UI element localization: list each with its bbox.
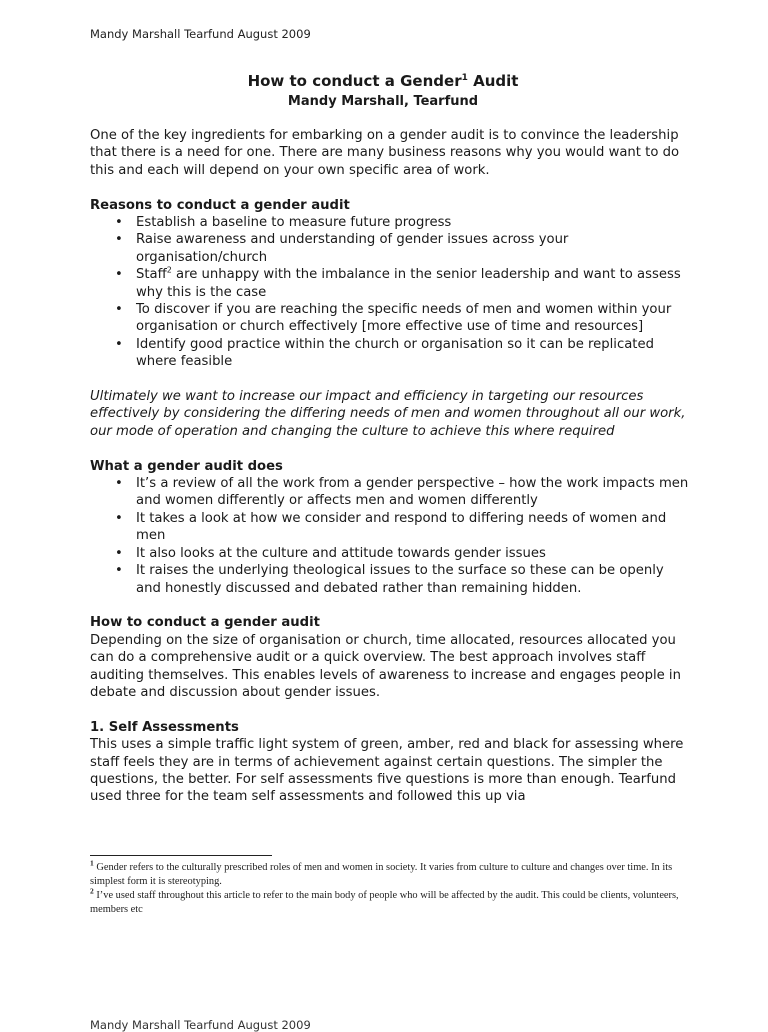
list-item: • It raises the underlying theological issues to the surface so these can be openly and honestly discussed and debated rather than remaining hidden. bbox=[115, 563, 664, 596]
title-footnote-ref[interactable]: 1 bbox=[461, 73, 468, 83]
bullet-icon: • bbox=[115, 232, 123, 248]
footnotes bbox=[90, 858, 685, 917]
list-item: • It takes a look at how we consider and respond to differing needs of women and men bbox=[115, 510, 667, 544]
reasons-heading: Reasons to conduct a gender audit bbox=[90, 197, 350, 213]
document-page bbox=[90, 0, 690, 1032]
list-item: • To discover if you are reaching the specific needs of men and women within your organisation or church effectively [more effective use of time and resources] bbox=[115, 302, 672, 335]
list-item: • Staff$^2$ are unhappy with the imbalance in the senior leadership and want to assess why this is the case bbox=[115, 265, 681, 300]
title-text: How to conduct a Gender bbox=[247, 72, 462, 90]
does-heading: What a gender audit does bbox=[90, 458, 283, 474]
title-text-after: Audit bbox=[467, 72, 519, 90]
running-footer: Mandy Marshall Tearfund August 2009 bbox=[90, 1018, 311, 1032]
self-assessments-paragraph: This uses a simple traffic light system of green, amber, red and black for assessing where staff feels they are in terms of achievement against certain questions. The simpler the questions, the better. For self assessments five questions is more than enough. Tearfund used three for the team self assessments and followed this up via bbox=[90, 737, 684, 805]
footnote-1: $^1$ Gender refers to the culturally prescribed roles of men and women in society. It varies from culture to culture and changes over time. In its simplest form it is stereotyping. bbox=[90, 858, 673, 887]
list-item: • It’s a review of all the work from a gender perspective – how the work impacts men and women differently or affects men and women differently bbox=[115, 476, 689, 509]
bullet-icon: • bbox=[115, 545, 123, 561]
impact-paragraph: Ultimately we want to increase our impact and efficiency in targeting our resources effectively by considering the differing needs of men and women throughout all our work, our mode of operation and changing the culture to achieve this where required bbox=[90, 389, 686, 439]
running-header: Mandy Marshall Tearfund August 2009 bbox=[90, 27, 311, 41]
staff-footnote-ref[interactable]: 2 bbox=[166, 265, 172, 275]
footnote-divider bbox=[90, 855, 272, 856]
list-item: • Raise awareness and understanding of gender issues across your organisation/church bbox=[115, 232, 569, 265]
how-paragraph: Depending on the size of organisation or church, time allocated, resources allocated you can do a comprehensive audit or a quick overview. The best approach involves staff auditing themselves. This enables levels of awareness to increase and engages people in debate and discussion about gender issues. bbox=[90, 632, 681, 700]
how-heading: How to conduct a gender audit bbox=[90, 615, 320, 631]
bullet-icon: • bbox=[115, 215, 123, 231]
page-title bbox=[90, 72, 676, 90]
intro-paragraph: One of the key ingredients for embarking on a gender audit is to convince the leadership that there is a need for one. There are many business reasons why you would want to do this and each will depend on your own specific area of work. bbox=[90, 128, 680, 178]
list-item: • Establish a baseline to measure future progress bbox=[115, 215, 452, 231]
page-subtitle: Mandy Marshall, Tearfund bbox=[287, 94, 479, 109]
list-item: • Identify good practice within the church or organisation so it can be replicated where feasible bbox=[115, 336, 654, 370]
staff-word: Staff bbox=[136, 267, 167, 283]
self-assessments-heading: 1. Self Assessments bbox=[90, 719, 239, 735]
document-body bbox=[90, 127, 690, 806]
bullet-icon: • bbox=[115, 510, 123, 526]
reasons-list bbox=[90, 214, 690, 371]
bullet-icon: • bbox=[115, 267, 123, 283]
bullet-icon: • bbox=[115, 302, 123, 318]
footnote-2: $^2$ I’ve used staff throughout this article to refer to the main body of people who will be affected by the audit. This could be clients, volunteers, members etc bbox=[90, 886, 679, 915]
bullet-icon: • bbox=[115, 336, 123, 352]
bullet-icon: • bbox=[115, 563, 123, 579]
list-item: • It also looks at the culture and attitude towards gender issues bbox=[115, 545, 546, 561]
bullet-icon: • bbox=[115, 476, 123, 492]
does-list bbox=[90, 475, 690, 597]
